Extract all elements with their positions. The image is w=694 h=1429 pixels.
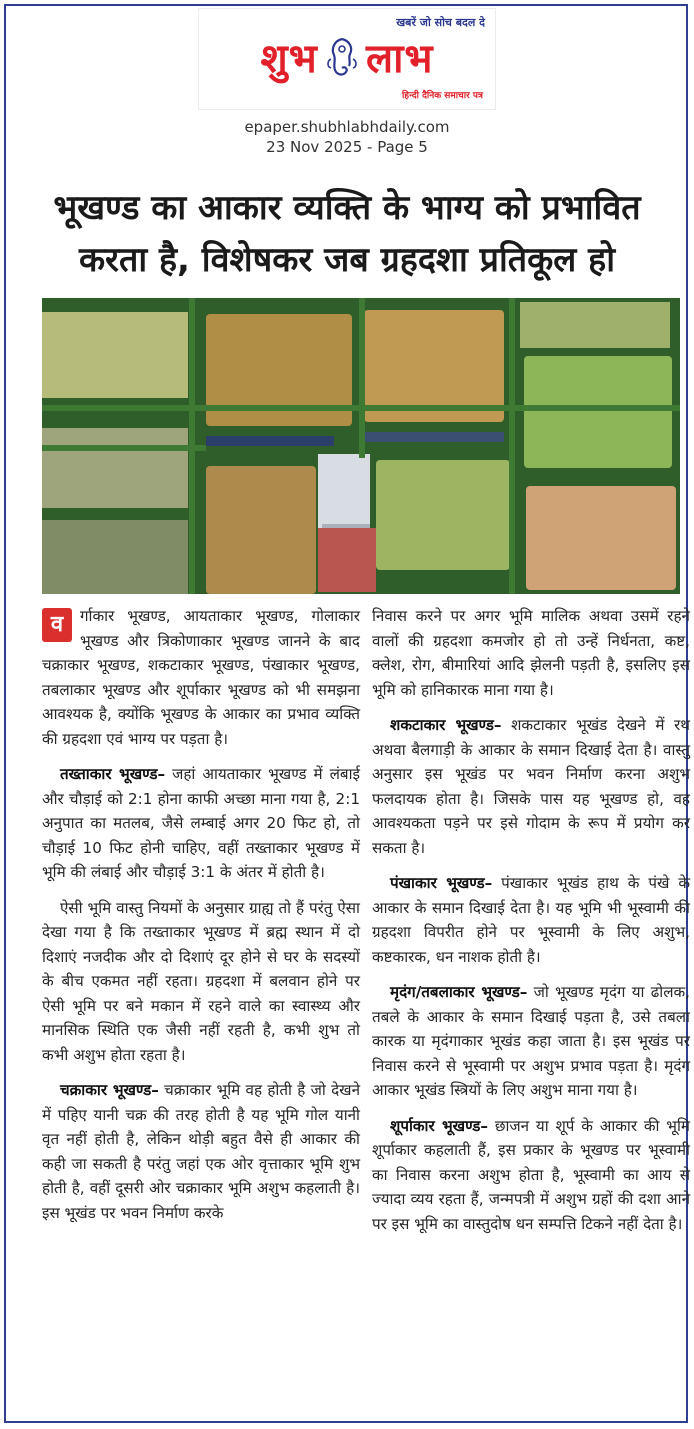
subhead-mridang: मृदंग/तबलाकार भूखण्ड– xyxy=(390,983,528,1001)
dropcap: व xyxy=(42,608,72,642)
headline xyxy=(30,182,664,286)
article-paragraph xyxy=(42,604,360,751)
masthead-tagline: खबरें जो सोच बदल दे xyxy=(396,16,485,29)
paragraph-text: निवास करने पर अगर भूमि मालिक अथवा उसमें रहने वालों की ग्रहदशा कमजोर हो तो उन्हें निर्धनता, कष्ट, क्लेश, रोग, बीमारियां आदि झेलनी पड़ती है, इसलिए इस भूमि को हानिकारक माना गया है। xyxy=(372,607,690,699)
paragraph-text: चक्राकार भूमि वह होती है जो देखने में पहिए यानी चक्र की तरह होती है यह भूमि गोल यानी वृत नहीं होती है, लेकिन थोड़ी बहुत वैसे ही आकार की कही जा सकती है परंतु जहां एक ओर वृत्ताकार भूमि शुभ होती है, वहीं दूसरी ओर चक्राकार भूमि अशुभ कहलाती है। इस भूखंड पर भवन निर्माण करके xyxy=(42,1081,361,1222)
paragraph-text: छाजन या शूर्प के आकार की भूमि शूर्पाकार कहलाती हैं, इस प्रकार के भूखण्ड पर भूस्वामी का निवास करना अशुभ होता है, भूस्वामी का आय से ज्यादा व्यय रहता हैं, जन्मपत्री में अशुभ ग्रहों की दशा आने पर इस भूमि का वास्तुदोष धन सम्पत्ति टिकने नहीं देता है। xyxy=(372,1116,690,1233)
article-column-right xyxy=(372,604,690,1247)
paragraph-text: जहां आयताकार भूखण्ड में लंबाई और चौड़ाई को 2:1 होना काफी अच्छा माना गया है, 2:1 अनुपात का मतलब, जैसे लम्बाई अगर 20 फिट हो, तो चौड़ाई 10 फिट होनी चाहिए, वहीं तख्ताकार भूखण्ड में भूमि की लंबाई और चौड़ाई 3:1 के अंतर में होती है। xyxy=(42,765,360,881)
article-paragraph xyxy=(372,1114,690,1237)
article-paragraph xyxy=(42,762,360,885)
article-paragraph xyxy=(372,713,690,860)
subhead-pankhakar: पंखाकार भूखण्ड– xyxy=(390,874,493,892)
article-paragraph xyxy=(372,871,690,969)
article-paragraph xyxy=(372,604,690,702)
logo-word-left: शुभ xyxy=(260,35,318,82)
paragraph-text: शकटाकार भूखंड देखने में रथ अथवा बैलगाड़ी के आकार के समान दिखाई देता है। वास्तु अनुसार इस भूखंड पर भवन निर्माण करना अशुभ फलदायक होता है। जिसके पास यह भूखण्ड हो, वह आवश्यकता पड़ने पर इसे गोदाम के रूप में प्रयोग कर सकता है। xyxy=(372,716,690,857)
article-column-left xyxy=(42,604,360,1236)
ganesh-icon xyxy=(325,35,359,79)
subhead-takhtakar: तख्ताकार भूखण्ड– xyxy=(60,765,166,783)
headline-line-1: भूखण्ड का आकार व्यक्ति के भाग्य को प्रभावित xyxy=(53,188,641,228)
article-paragraph xyxy=(42,896,360,1068)
paragraph-text: जो भूखण्ड मृदंग या ढोलक, तबले के आकार के समान दिखाई पड़ता है, उसे तबला कारक या मृदंगाकार भूखंड कहा जाता है। इस भूखंड पर निवास करने से भूस्वामी पर अशुभ प्रभाव पड़ता है। मृदंग आकार भूखंड स्त्रियों के लिए अशुभ माना गया है। xyxy=(372,983,691,1099)
edition-date: 23 Nov 2025 - Page 5 xyxy=(266,138,428,156)
article-paragraph xyxy=(372,980,690,1103)
logo xyxy=(199,29,495,84)
aerial-plots-photo xyxy=(42,298,680,594)
paragraph-text: पंखाकार भूखंड हाथ के पंखे के आकार के समान दिखाई देता है। यह भूमि भी भूस्वामी की ग्रहदशा विपरीत होने पर भूस्वामी के लिए अशुभ, कष्टकारक, धन नाशक होती है। xyxy=(372,874,690,966)
subhead-shurpakar: शूर्पाकार भूखण्ड– xyxy=(390,1116,489,1135)
subhead-shakatakar: शकटाकार भूखण्ड– xyxy=(390,716,502,734)
logo-word-right: लाभ xyxy=(365,35,434,82)
masthead-subtag: हिन्दी दैनिक समाचार पत्र xyxy=(401,91,483,101)
edition-url[interactable]: epaper.shubhlabhdaily.com xyxy=(244,118,450,136)
paragraph-text: ऐसी भूमि वास्तु नियमों के अनुसार ग्राह्य तो हैं परंतु ऐसा देखा गया है कि तख्ताकार भूखण्ड में ब्रह्म स्थान में दो दिशाएं नजदीक और दो दिशाएं दूर होने से घर के सदस्यों के बीच एकमत नहीं रहता। ग्रहदशा में बलवान होने पर ऐसी भूमि पर बने मकान में रहने वाले का स्वास्थ्य और मानसिक स्थिति एक जैसी नहीं रहती है, कभी शुभ तो कभी अशुभ होता रहता है। xyxy=(42,898,360,1064)
article-paragraph xyxy=(42,1078,360,1225)
subhead-chakrakar: चक्राकार भूखण्ड– xyxy=(60,1081,159,1099)
intro-text: र्गाकार भूखण्ड, आयताकार भूखण्ड, गोलाकार भूखण्ड और त्रिकोणाकार भूखण्ड जानने के बाद चक्राकार भूखण्ड, शकटाकार भूखण्ड, पंखाकार भूखण्ड, तबलाकार भूखण्ड और शूर्पाकार भूखण्ड को भी समझना आवश्यक है, क्योंकि भूखण्ड के आकार का प्रभाव व्यक्ति की ग्रहदशा एवं भाग्य पर पड़ता है। xyxy=(42,607,360,748)
headline-line-2: करता है, विशेषकर जब ग्रहदशा प्रतिकूल हो xyxy=(78,240,616,280)
masthead xyxy=(198,8,496,110)
